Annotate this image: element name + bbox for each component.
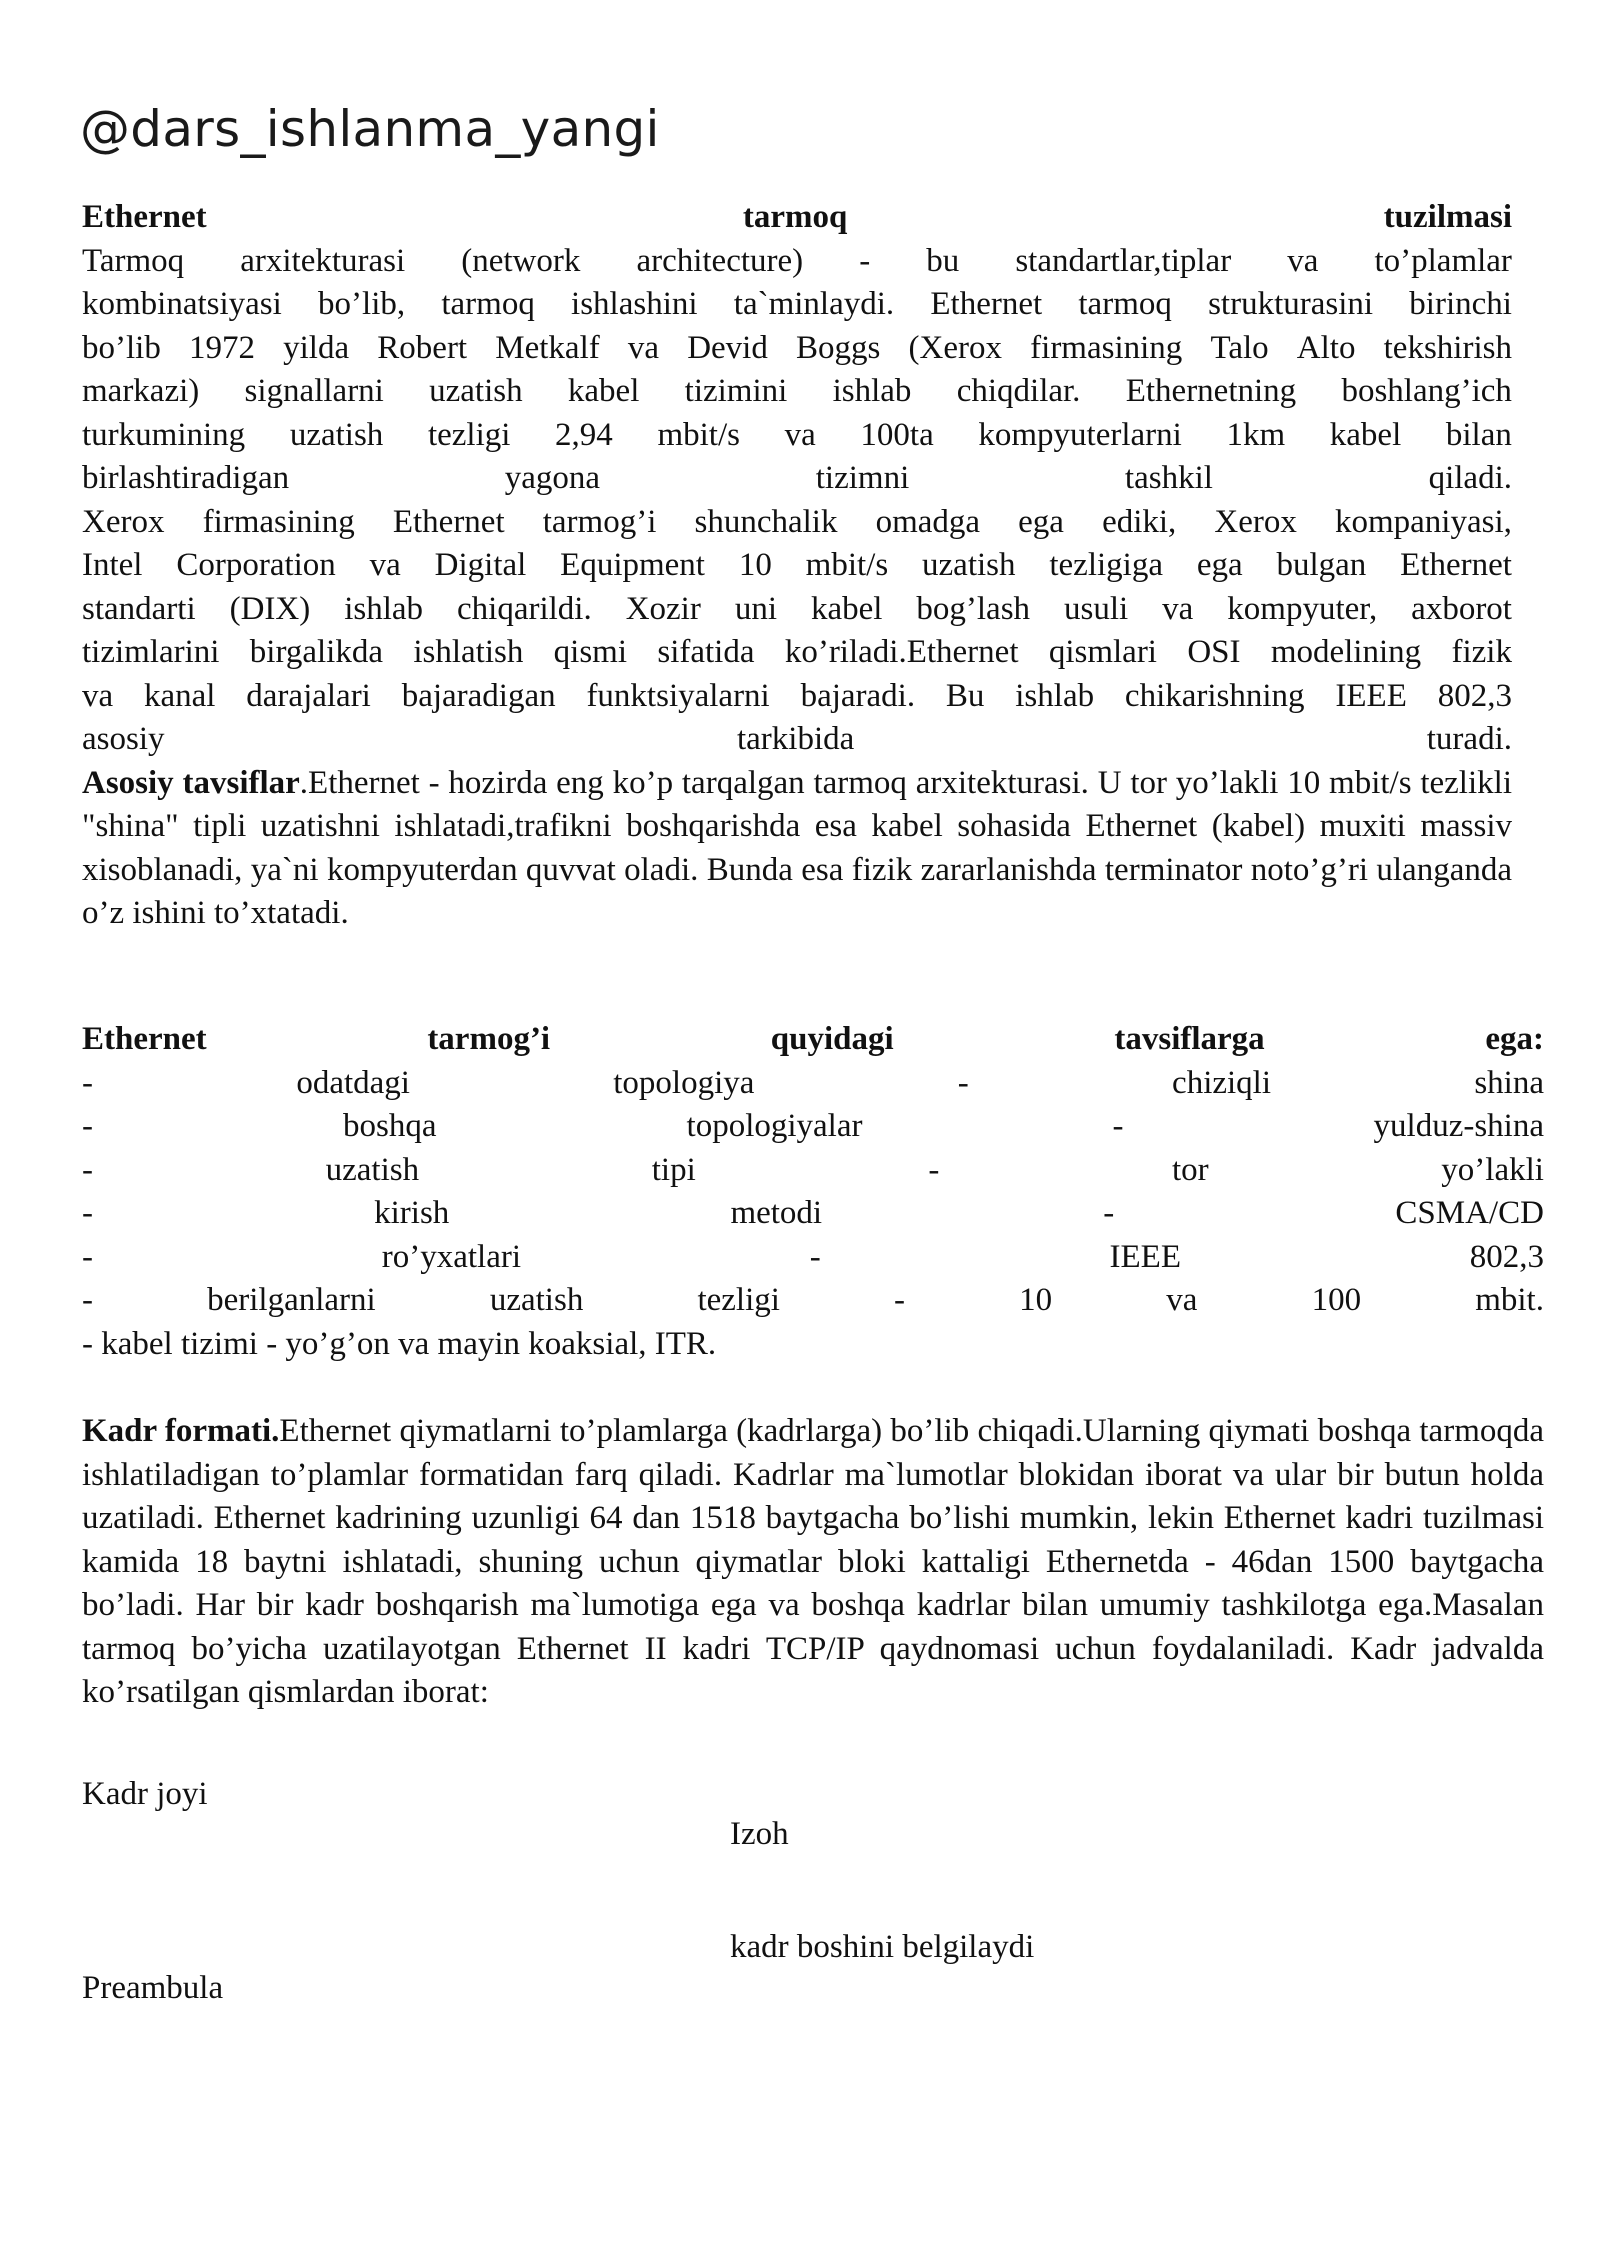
section-ethernet-structure — [82, 196, 1512, 936]
word: qiladi. — [1428, 460, 1512, 496]
word: boshlang’ich — [1341, 373, 1512, 409]
word: tezligiga — [1049, 547, 1163, 583]
word: ishlab — [344, 590, 424, 627]
word: uzatish — [289, 416, 384, 453]
word: qismlari — [1048, 634, 1157, 670]
word: bo’lib, — [318, 286, 406, 322]
word: tizimini — [684, 373, 788, 409]
table-header-note: Izoh — [730, 1816, 789, 1852]
word: berilganlarni — [207, 1282, 376, 1318]
word: tarmog’i — [542, 503, 657, 540]
word: quyidagi — [770, 1021, 894, 1057]
word: ishlashini — [571, 286, 698, 322]
word: chiziqli — [1172, 1064, 1272, 1101]
word: metodi — [730, 1195, 823, 1231]
text-line — [82, 501, 1512, 545]
word: - — [957, 1064, 969, 1101]
word: Devid — [687, 329, 768, 366]
word: standartlar,tiplar — [1015, 242, 1232, 279]
word: Ethernet — [1400, 547, 1512, 583]
word: to’plamlar — [1374, 242, 1512, 279]
word: mbit/s — [657, 416, 740, 453]
word: turkumining — [82, 416, 246, 453]
word: tuzilmasi — [1383, 199, 1512, 235]
word: Equipment — [560, 547, 705, 583]
word: ega — [1196, 547, 1243, 583]
features-text: .Ethernet - hozirda eng ko’p tarqalgan tarmoq arxitekturasi. U tor yo’lakli 10 mbit/s tezlikli "shina" tipli uzatishni ishlatadi,trafikni boshqarishda esa kabel sohasida Ethernet (kabel) muxiti massiv xisoblanadi, ya`ni kompyuterdan quvvat oladi. Bunda esa fizik zararlanishda terminator noto’g’ri ulanganda o’z ishini to’xtatadi. — [82, 764, 1512, 931]
word: fizik — [1451, 634, 1512, 670]
word: - — [82, 1151, 93, 1188]
word: bajaradi. — [800, 677, 916, 714]
characteristics-list — [82, 1062, 1544, 1323]
word: - — [82, 1282, 93, 1318]
characteristics-heading — [82, 1018, 1544, 1062]
word: Intel — [82, 547, 143, 583]
paragraph-architecture — [82, 240, 1512, 501]
word: kabel — [1329, 416, 1402, 453]
word: ro’yxatlari — [381, 1238, 522, 1275]
list-item — [82, 1279, 1544, 1323]
word: Alto — [1296, 329, 1356, 366]
word: markazi) — [82, 373, 200, 409]
word: tarmoq — [441, 286, 535, 322]
word: darajalari — [246, 677, 371, 714]
word: IEEE — [1109, 1238, 1181, 1275]
word: Talo — [1210, 329, 1269, 366]
word: sifatida — [657, 634, 755, 670]
word: - — [1103, 1195, 1115, 1231]
word: bulgan — [1276, 547, 1367, 583]
word: yagona — [504, 460, 601, 496]
word: birgalikda — [249, 634, 383, 670]
word: Xerox — [82, 503, 165, 540]
word: va — [1162, 590, 1194, 627]
word: - — [928, 1151, 940, 1188]
word: tavsiflarga — [1114, 1021, 1265, 1057]
text-line — [82, 631, 1512, 675]
word: (DIX) — [229, 590, 311, 627]
list-item — [82, 1236, 1544, 1280]
word: 802,3 — [1469, 1238, 1544, 1275]
word: uzatish — [922, 547, 1016, 583]
word: Boggs — [796, 329, 881, 366]
word: Digital — [434, 547, 527, 583]
word: kompaniyasi, — [1334, 503, 1512, 540]
text-line — [82, 370, 1512, 414]
watermark-handle: @dars_ishlanma_yangi — [80, 100, 660, 158]
word: boshqa — [343, 1108, 437, 1144]
word: tekshirish — [1383, 329, 1512, 366]
table-cell-preamble: Preambula — [82, 1970, 224, 2006]
word: Ethernet — [82, 199, 207, 235]
word: - — [82, 1108, 93, 1144]
word: chiqarildi. — [457, 590, 592, 627]
text-line — [82, 414, 1512, 458]
word: yo’lakli — [1441, 1151, 1544, 1188]
word: ega — [1018, 503, 1064, 540]
word: kirish — [374, 1195, 450, 1231]
word: shina — [1474, 1064, 1544, 1101]
word: yilda — [283, 329, 350, 366]
word: mbit. — [1475, 1282, 1544, 1318]
word: shunchalik — [694, 503, 838, 540]
word: - — [82, 1195, 93, 1231]
word: bu — [926, 242, 960, 279]
text-line — [82, 240, 1512, 284]
word: bajaradigan — [401, 677, 556, 714]
word: (network — [461, 242, 581, 279]
word: - — [859, 242, 871, 279]
word: kompyuterlarni — [978, 416, 1182, 453]
word: chikarishning — [1124, 677, 1305, 714]
word: topologiyalar — [686, 1108, 863, 1144]
text-line — [82, 457, 1512, 501]
word: va — [1287, 242, 1319, 279]
section-heading — [82, 196, 1512, 240]
word: tezligi — [697, 1282, 780, 1318]
word: - — [82, 1238, 93, 1275]
word: funktsiyalarni — [586, 677, 770, 714]
text-line — [82, 675, 1512, 719]
text-line — [82, 588, 1512, 632]
word: kombinatsiyasi — [82, 286, 282, 322]
word: ediki, — [1102, 503, 1177, 540]
word: birlashtiradigan — [82, 460, 290, 496]
features-heading: Asosiy tavsiflar — [82, 764, 300, 801]
word: 802,3 — [1437, 677, 1512, 714]
word: ta`minlaydi. — [733, 286, 895, 322]
word: chiqdilar. — [956, 373, 1081, 409]
word: mbit/s — [805, 547, 889, 583]
word: ishlab — [832, 373, 912, 409]
word: 10 — [738, 547, 772, 583]
paragraph-frame-format — [82, 1410, 1544, 1715]
word: firmasining — [1030, 329, 1183, 366]
word: tor — [1172, 1151, 1209, 1188]
word: odatdagi — [296, 1064, 410, 1101]
word: ishlab — [1015, 677, 1095, 714]
word: OSI — [1187, 634, 1241, 670]
word: usuli — [1064, 590, 1129, 627]
word: 1972 — [188, 329, 255, 366]
word: uni — [734, 590, 777, 627]
word: uzatish — [429, 373, 523, 409]
word: Xerox — [1214, 503, 1297, 540]
characteristics-last-line: - kabel tizimi - yo’g’on va mayin koaksial, ITR. — [82, 1325, 717, 1362]
word: ko’riladi.Ethernet — [784, 634, 1019, 670]
word: uzatish — [489, 1282, 584, 1318]
list-item — [82, 1062, 1544, 1106]
list-item — [82, 1149, 1544, 1193]
word: kompyuter, — [1227, 590, 1378, 627]
word: signallarni — [244, 373, 384, 409]
frame-format-heading: Kadr formati. — [82, 1413, 280, 1449]
word: kabel — [567, 373, 640, 409]
table-cell-note: kadr boshini belgilaydi — [730, 1929, 1035, 1965]
frame-format-text: Ethernet qiymatlarni to’plamlarga (kadrlarga) bo’lib chiqadi.Ularning qiymati boshqa tarmoqda ishlatiladigan to’plamlar formatidan farq qiladi. Kadrlar ma`lumotlar blokidan iborat va ular bir butun holda uzatiladi. Ethernet kadrining uzunligi 64 dan 1518 baytgacha bo’lishi mumkin, lekin Ethernet kadri tuzilmasi kamida 18 baytni ishlatadi, shuning uchun qiymatlar bloki kattaligi Ethernetda - 46dan 1500 baytgacha bo’ladi. Har bir kadr boshqarish ma`lumotiga ega va boshqa kadrlar bilan umumiy tashkilotga ega.Masalan tarmoq bo’yicha uzatilayotgan Ethernet II kadri TCP/IP qaydnomasi uchun foydalaniladi. Kadr jadvalda ko’rsatilgan qismlardan iborat: — [82, 1413, 1545, 1710]
list-item — [82, 1192, 1544, 1236]
section-characteristics — [82, 1018, 1544, 1366]
word: 100 — [1311, 1282, 1362, 1318]
word: CSMA/CD — [1395, 1195, 1544, 1231]
word: tizimni — [815, 460, 910, 496]
word: bog’lash — [916, 590, 1031, 627]
word: 1km — [1226, 416, 1286, 453]
word: architecture) — [636, 242, 804, 279]
word: tizimlarini — [82, 634, 220, 670]
word: ega: — [1485, 1021, 1544, 1057]
text-line — [82, 283, 1512, 327]
word: va — [369, 547, 401, 583]
word: IEEE — [1335, 677, 1407, 714]
word: Corporation — [176, 547, 336, 583]
paragraph-main-features — [82, 762, 1512, 936]
word: Ethernet — [392, 503, 505, 540]
word: Xozir — [625, 590, 701, 627]
word: tezligi — [427, 416, 511, 453]
word: tarmoq — [1078, 286, 1172, 322]
word: tarkibida — [736, 721, 855, 757]
word: uzatish — [325, 1151, 420, 1188]
word: Bu — [945, 677, 985, 714]
word: tarmoq — [742, 199, 848, 235]
word: - — [1112, 1108, 1124, 1144]
word: Metkalf — [495, 329, 600, 366]
word: kanal — [143, 677, 216, 714]
word: 10 — [1019, 1282, 1053, 1318]
word: yulduz-shina — [1373, 1108, 1544, 1144]
word: va — [1166, 1282, 1198, 1318]
word: kabel — [810, 590, 883, 627]
word: - — [82, 1064, 93, 1101]
word: tarmog’i — [427, 1021, 551, 1057]
text-line — [82, 544, 1512, 588]
word: arxitekturasi — [240, 242, 406, 279]
word: Tarmoq — [82, 242, 185, 279]
word: modelining — [1270, 634, 1422, 670]
list-item — [82, 1105, 1544, 1149]
word: tashkil — [1124, 460, 1213, 496]
word: qismi — [553, 634, 628, 670]
word: birinchi — [1409, 286, 1512, 322]
word: axborot — [1411, 590, 1512, 627]
word: firmasining — [202, 503, 355, 540]
word: (Xerox — [908, 329, 1002, 366]
word: va — [82, 677, 114, 714]
word: - — [894, 1282, 906, 1318]
word: topologiya — [613, 1064, 755, 1101]
text-line — [82, 718, 1512, 762]
word: 100ta — [860, 416, 934, 453]
word: va — [784, 416, 816, 453]
word: va — [627, 329, 660, 366]
word: strukturasini — [1208, 286, 1374, 322]
word: Ethernet — [82, 1021, 207, 1057]
word: omadga — [875, 503, 981, 540]
word: tipi — [651, 1151, 696, 1188]
word: bo’lib — [82, 329, 161, 366]
word: turadi. — [1426, 721, 1512, 757]
word: asosiy — [82, 721, 165, 757]
word: standarti — [82, 590, 196, 627]
word: - — [809, 1238, 821, 1275]
word: Ethernet — [930, 286, 1043, 322]
word: Robert — [377, 329, 468, 366]
word: ishlatish — [413, 634, 524, 670]
word: 2,94 — [555, 416, 613, 453]
word: Ethernetning — [1125, 373, 1297, 409]
paragraph-xerox — [82, 501, 1512, 762]
text-line — [82, 327, 1512, 371]
word: bilan — [1445, 416, 1512, 453]
table-header-location: Kadr joyi — [82, 1776, 208, 1812]
